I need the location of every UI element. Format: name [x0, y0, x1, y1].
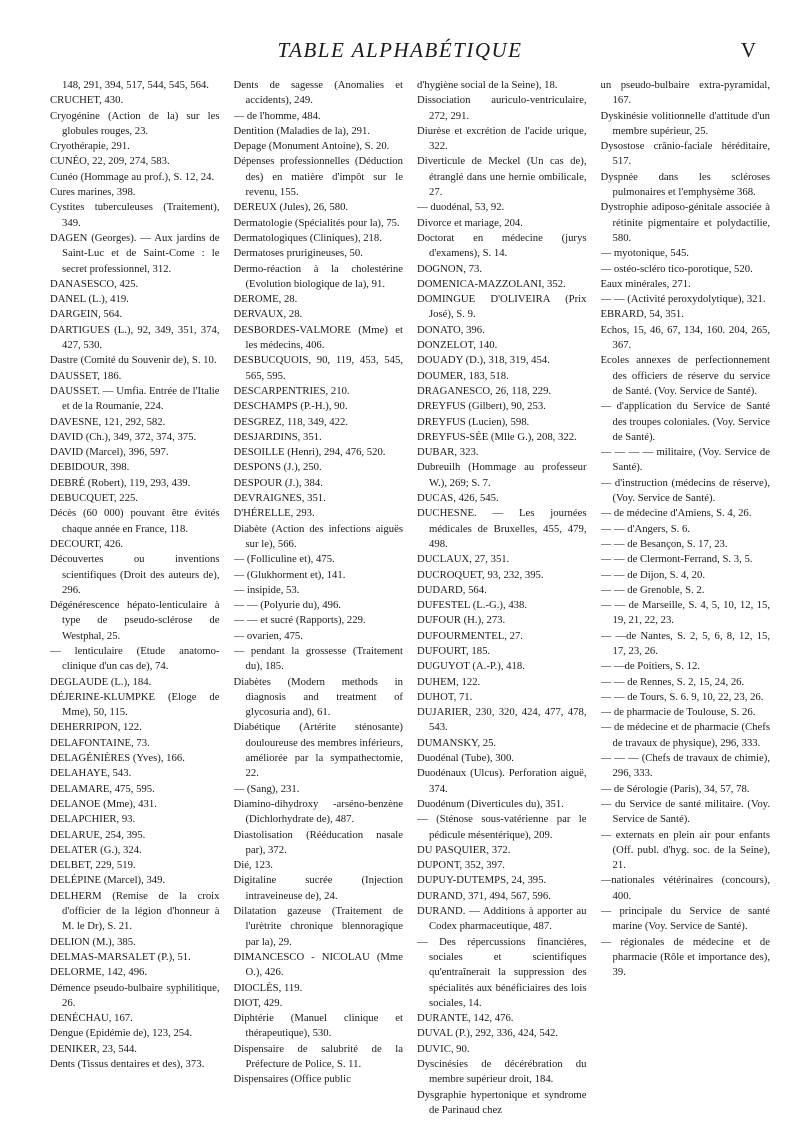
index-entry: DIMANCESCO - NICOLAU (Mme O.), 426. — [233, 950, 403, 979]
index-entry: DELAPCHIER, 93. — [50, 813, 136, 826]
index-entry: DUHEM, 122. — [417, 675, 481, 688]
index-entry: Dermatologie (Spécialités pour la), 75. — [233, 216, 400, 229]
index-entry: DELAGÉNIÈRES (Yves), 166. — [50, 752, 185, 765]
index-entry: DUCLAUX, 27, 351. — [417, 553, 510, 566]
index-entry: — principale du Service de santé marine (Voy. Service de Santé). — [600, 905, 770, 933]
index-entry: Diamino-dihydroxy -arséno-benzène (Dichlorhydrate de), 487. — [233, 797, 403, 826]
index-entry: — — (Polyurie du), 496. — [233, 599, 341, 612]
index-entry: DUCHESNE. — Les journées médicales de Bruxelles, 455, 479, 498. — [417, 507, 587, 550]
index-entry: DUPUY-DUTEMPS, 24, 395. — [417, 874, 547, 887]
index-entry: CUNÉO, 22, 209, 274, 583. — [50, 155, 170, 168]
index-entry: DESBUCQUOIS, 90, 119, 453, 545, 565, 595. — [233, 354, 403, 382]
index-entry: Diabètes (Modern methods in diagnosis and treatment of glycosuria and), 61. — [233, 675, 403, 719]
index-entry: Dissociation auriculo-ventriculaire, 272, 291. — [417, 94, 587, 122]
index-entry: — de pharmacie de Toulouse, S. 26. — [600, 706, 756, 719]
index-entry: Dépenses professionnelles (Déduction des) en matière d'impôt sur le revenu, 155. — [233, 155, 403, 199]
index-entry: — ostéo-scléro tico-porotique, 520. — [600, 262, 753, 275]
index-entry: DUFESTEL (L.-G.), 438. — [417, 599, 528, 612]
index-entry: DREYFUS (Gilbert), 90, 253. — [417, 400, 546, 413]
index-entry: — — et sucré (Rapports), 229. — [233, 614, 366, 627]
index-entry: DURANTE, 142, 476. — [417, 1012, 514, 1025]
index-entry: — insipide, 53. — [233, 583, 300, 596]
index-entry: — de médecine d'Amiens, S. 4, 26. — [600, 507, 752, 520]
index-entry: DAGEN (Georges). — Aux jardins de Saint-Luc et de Saint-Come : le secret professionnel, 312. — [50, 231, 220, 275]
index-entry: DEROME, 28. — [233, 293, 298, 306]
index-entry: — — de Besançon, S. 17, 23. — [600, 537, 728, 550]
index-entry: Dermatoses prurigineuses, 50. — [233, 247, 363, 260]
index-entry: — (Folliculine et), 475. — [233, 553, 335, 566]
index-entry: Dispensaires (Office public — [233, 1073, 351, 1086]
index-entry: DESPONS (J.), 250. — [233, 461, 322, 474]
index-column-3 — [417, 78, 587, 1138]
index-entry: Diabétique (Artérite sténosante) douloureuse des membres inférieurs, améliorée par la sympathectomie, 22. — [233, 721, 403, 780]
index-entry: DELBET, 229, 519. — [50, 859, 136, 872]
index-entry: Duodénum (Diverticules du), 351. — [417, 797, 564, 810]
index-entry: Dysostose crânio-faciale héréditaire, 517. — [600, 140, 770, 168]
index-entry: DOMENICA-MAZZOLANI, 352. — [417, 277, 566, 290]
index-entry: DUVIC, 90. — [417, 1042, 470, 1055]
index-entry: Diabète (Action des infections aiguës sur le), 566. — [233, 522, 403, 550]
index-entry: DUFOURT, 185. — [417, 644, 491, 657]
index-column-2 — [234, 78, 404, 1138]
index-entry: DESCARPENTRIES, 210. — [233, 384, 350, 397]
index-entry: DU PASQUIER, 372. — [417, 843, 511, 856]
index-entry: — — de Dijon, S. 4, 20. — [600, 568, 706, 581]
page-title: TABLE ALPHABÉTIQUE — [277, 38, 523, 62]
index-entry: DUCAS, 426, 545. — [417, 492, 499, 505]
index-entry: DEVRAIGNES, 351. — [233, 492, 326, 505]
index-entry: DAVID (Marcel), 396, 597. — [50, 446, 169, 459]
index-entry: DELHERM (Remise de la croix d'officier de la légion d'honneur à M. le Dr), S. 21. — [50, 889, 220, 933]
index-column-4 — [601, 78, 771, 1138]
index-entry: Démence pseudo-bulbaire syphilitique, 26. — [50, 981, 220, 1009]
index-entry: Duodénal (Tube), 300. — [417, 752, 514, 765]
index-columns — [50, 78, 770, 1138]
index-entry: Dyscinésies de décérébration du membre supérieur droit, 184. — [417, 1058, 587, 1086]
index-entry: Duodénaux (Ulcus). Perforation aiguë, 374. — [417, 767, 587, 795]
index-entry: DUJARIER, 230, 320, 424, 477, 478, 543. — [417, 706, 587, 734]
index-entry: — (Sang), 231. — [233, 782, 300, 795]
index-entry: Dubreuilh (Hommage au professeur W.), 269; S. 7. — [417, 461, 587, 489]
index-entry: — Des répercussions financières, sociales et scientifiques qu'entraînerait la suppression des spécialités aux bénéficiaires des lois sociales, 14. — [417, 935, 587, 1009]
index-entry: Dyspnée dans les scléroses pulmonaires et l'emphysème 368. — [600, 170, 770, 199]
index-entry: DESOILLE (Henri), 294, 476, 520. — [233, 446, 386, 459]
index-entry: Découvertes ou inventions scientifiques (Droit des auteurs de), 296. — [50, 553, 220, 596]
index-entry: —nationales vétérinaires (concours), 400. — [600, 874, 770, 902]
index-entry: DELATER (G.), 324. — [50, 843, 142, 856]
index-entry: DELAHAYE, 543. — [50, 767, 132, 780]
index-entry: Dyskinésie volitionnelle d'attitude d'un membre supérieur, 25. — [600, 109, 770, 137]
index-entry: DELION (M.), 385. — [50, 935, 136, 948]
index-entry: DELANOE (Mme), 431. — [50, 797, 157, 810]
index-entry: DUHOT, 71. — [417, 690, 473, 703]
index-entry: DEGLAUDE (L.), 184. — [50, 675, 152, 688]
index-entry: DENIKER, 23, 544. — [50, 1042, 137, 1055]
index-entry: DENÉCHAU, 167. — [50, 1012, 133, 1025]
index-entry: DREYFUS-SÉE (Mlle G.), 208, 322. — [417, 430, 577, 443]
index-entry: DELMAS-MARSALET (P.), 51. — [50, 950, 191, 963]
index-entry: Dermatologiques (Cliniques), 218. — [233, 231, 382, 244]
index-entry: DRAGANESCO, 26, 118, 229. — [417, 384, 552, 397]
index-entry: — — — (Chefs de travaux de chimie), 296, 333. — [600, 752, 770, 780]
index-entry: DESCHAMPS (P.-H.), 90. — [233, 400, 348, 413]
index-entry: DESBORDES-VALMORE (Mme) et les médecins, 406. — [233, 323, 403, 352]
index-entry: — du Service de santé militaire. (Voy. Service de Santé). — [600, 797, 770, 826]
index-entry: DOUMER, 183, 518. — [417, 369, 509, 382]
index-entry: DEREUX (Jules), 26, 580. — [233, 201, 349, 214]
index-entry: Echos, 15, 46, 67, 134, 160. 204, 265, 367. — [600, 323, 770, 352]
index-entry: DONZELOT, 140. — [417, 339, 498, 352]
index-entry: DELAFONTAINE, 73. — [50, 736, 150, 749]
index-entry: DURAND. — Additions à apporter au Codex pharmaceutique, 487. — [417, 905, 587, 933]
index-entry: — de l'homme, 484. — [233, 109, 321, 122]
index-entry: — externats en plein air pour enfants (Off. publ. d'hyg. soc. de la Seine), 21. — [600, 828, 770, 872]
index-entry: — (Glukhorment et), 141. — [233, 568, 346, 581]
index-entry: d'hygiène social de la Seine), 18. — [417, 79, 558, 91]
index-entry: Cystites tuberculeuses (Traitement), 349. — [50, 201, 220, 229]
index-entry: DÉJERINE-KLUMPKE (Eloge de Mme), 50, 115. — [50, 690, 220, 719]
index-entry: Dastre (Comité du Souvenir de), S. 10. — [50, 354, 217, 367]
index-entry: — —de Nantes, S. 2, 5, 6, 8, 12, 15, 17, 23, 26. — [600, 629, 770, 657]
index-entry: DELAMARE, 475, 595. — [50, 782, 155, 795]
index-entry: DUCROQUET, 93, 232, 395. — [417, 568, 544, 581]
index-entry: — — de Marseille, S. 4, 5, 10, 12, 15, 19, 21, 22, 23. — [600, 599, 770, 627]
index-entry: DANEL (L.), 419. — [50, 293, 129, 306]
index-entry: DOUADY (D.), 318, 319, 454. — [417, 354, 550, 367]
index-entry: CRUCHET, 430. — [50, 94, 124, 107]
index-entry: — lenticulaire (Etude anatomo-clinique d'un cas de), 74. — [50, 644, 220, 673]
index-entry: DAUSSET, 186. — [50, 369, 122, 382]
index-entry: DOMINGUE D'OLIVEIRA (Prix José), S. 9. — [417, 293, 587, 321]
index-entry: Doctorat en médecine (jurys d'examens), S. 14. — [417, 231, 587, 260]
index-entry: Divorce et mariage, 204. — [417, 216, 523, 229]
index-entry: DUDARD, 564. — [417, 583, 487, 596]
index-entry: Dystrophie adiposo-génitale associée à rétinite pigmentaire et polydactilie, 580. — [600, 201, 770, 244]
index-entry: Cryogénine (Action de la) sur les globules rouges, 23. — [50, 109, 220, 137]
index-entry: DIOCLÈS, 119. — [233, 981, 303, 994]
index-entry: DUMANSKY, 25. — [417, 736, 497, 749]
index-entry: — (Sténose sous-vatérienne par le pédicule mésentérique), 209. — [417, 813, 587, 841]
index-entry: DIOT, 429. — [233, 996, 283, 1009]
index-entry: — duodénal, 53, 92. — [417, 201, 505, 214]
index-entry: DARTIGUES (L.), 92, 349, 351, 374, 427, 530. — [50, 323, 220, 352]
index-entry: DECOURT, 426. — [50, 537, 124, 550]
index-entry: DUVAL (P.), 292, 336, 424, 542. — [417, 1027, 559, 1040]
page-number: V — [740, 38, 756, 62]
index-entry: DAVESNE, 121, 292, 582. — [50, 415, 166, 428]
index-entry: Diastolisation (Rééducation nasale par), 372. — [233, 828, 403, 856]
index-entry: — myotonique, 545. — [600, 247, 689, 260]
page-header — [0, 38, 800, 68]
index-entry: DURAND, 371, 494, 567, 596. — [417, 889, 551, 902]
index-entry: — — (Activité peroxydolytique), 321. — [600, 293, 766, 306]
index-column-1 — [50, 78, 220, 1138]
index-entry: Ecoles annexes de perfectionnement des officiers de réserve du service de Santé. (Voy. Service de Santé). — [600, 354, 770, 397]
index-entry: Cures marines, 398. — [50, 186, 136, 199]
index-entry: DUFOUR (H.), 273. — [417, 614, 506, 627]
index-entry: — — d'Angers, S. 6. — [600, 522, 691, 535]
index-entry: DESJARDINS, 351. — [233, 430, 322, 443]
index-entry: Cryothérapie, 291. — [50, 140, 130, 153]
index-entry: DONATO, 396. — [417, 323, 485, 336]
index-entry: — —de Poitiers, S. 12. — [600, 660, 700, 673]
index-entry: Décès (60 000) pouvant être évités chaque année en France, 118. — [50, 507, 220, 535]
index-entry: — de Sérologie (Paris), 34, 57, 78. — [600, 782, 750, 795]
index-entry: Dengue (Epidémie de), 123, 254. — [50, 1027, 193, 1040]
index-entry: EBRARD, 54, 351. — [600, 308, 684, 321]
index-entry: DANASESCO, 425. — [50, 277, 139, 290]
index-entry: Diverticule de Meckel (Un cas de), étranglé dans une hernie ombilicale, 27. — [417, 155, 587, 199]
index-entry: — — — — militaire, (Voy. Service de Santé). — [600, 446, 770, 474]
index-entry: Digitaline sucrée (Injection intraveineuse de), 24. — [233, 874, 403, 902]
index-entry: — — de Grenoble, S. 2. — [600, 583, 705, 596]
index-entry: DUPONT, 352, 397. — [417, 859, 505, 872]
index-entry: Dents (Tissus dentaires et des), 373. — [50, 1058, 205, 1070]
index-entry: DEBUCQUET, 225. — [50, 492, 138, 505]
index-entry: DAVID (Ch.), 349, 372, 374, 375. — [50, 430, 197, 443]
index-entry: Dermo-réaction à la cholestérine (Evolution biologique de la), 91. — [233, 262, 403, 290]
index-entry: Dilatation gazeuse (Traitement de l'urètrite chronique blennoragique par la), 29. — [233, 905, 403, 948]
index-entry: — pendant la grossesse (Traitement du), 185. — [233, 644, 403, 673]
index-entry: DERVAUX, 28. — [233, 308, 303, 321]
index-entry: D'HÉRELLE, 293. — [233, 507, 315, 520]
index-entry: DAUSSET. — Umfia. Entrée de l'Italie et de la Roumanie, 224. — [50, 384, 220, 413]
index-entry: — d'application du Service de Santé des troupes coloniales. (Voy. Service de Santé). — [600, 400, 770, 443]
index-entry: Eaux minérales, 271. — [600, 277, 691, 290]
index-entry: Dispensaire de salubrité de la Préfecture de Police, S. 11. — [233, 1042, 403, 1070]
index-entry: Dents de sagesse (Anomalies et accidents), 249. — [233, 79, 403, 107]
index-entry: Dégénérescence hépato-lenticulaire à type de pseudo-sclérose de Westphal, 25. — [50, 599, 220, 642]
index-entry: DEBRÉ (Robert), 119, 293, 439. — [50, 476, 191, 489]
index-entry: — de médecine et de pharmacie (Chefs de travaux de physique), 296, 333. — [600, 721, 770, 749]
index-entry: DREYFUS (Lucien), 598. — [417, 415, 530, 428]
index-entry: Diurèse et excrétion de l'acide urique, 322. — [417, 124, 587, 153]
index-entry: DESGREZ, 118, 349, 422. — [233, 415, 348, 428]
index-entry: Diphtérie (Manuel clinique et thérapeutique), 530. — [233, 1012, 403, 1040]
index-entry: DEHERRIPON, 122. — [50, 721, 142, 734]
index-entry: — d'instruction (médecins de réserve), (Voy. Service de Santé). — [600, 476, 770, 505]
index-entry: DARGEIN, 564. — [50, 308, 123, 321]
index-entry: — — de Rennes, S. 2, 15, 24, 26. — [600, 675, 745, 688]
index-entry: un pseudo-bulbaire extra-pyramidal, 167. — [600, 79, 770, 107]
index-entry: Dentition (Maladies de la), 291. — [233, 124, 371, 137]
index-entry: DEBIDOUR, 398. — [50, 461, 130, 474]
index-entry: DELORME, 142, 496. — [50, 966, 148, 979]
index-entry: Dysgraphie hypertonique et syndrome de Parinaud chez — [417, 1088, 587, 1116]
index-entry: DESPOUR (J.), 384. — [233, 476, 323, 489]
index-entry: DUGUYOT (A.-P.), 418. — [417, 660, 525, 673]
index-entry: DELÉPINE (Marcel), 349. — [50, 874, 166, 887]
index-entry: Dié, 123. — [233, 859, 273, 872]
index-entry: — ovarien, 475. — [233, 629, 303, 642]
index-entry: DOGNON, 73. — [417, 262, 483, 275]
index-entry: DUFOURMENTEL, 27. — [417, 629, 523, 642]
index-entry: — — de Clermont-Ferrand, S. 3, 5. — [600, 553, 753, 566]
index-entry: 148, 291, 394, 517, 544, 545, 564. — [62, 79, 209, 91]
index-entry: DUBAR, 323. — [417, 446, 479, 459]
index-entry: — régionales de médecine et de pharmacie (Rôle et importance des), 39. — [600, 935, 770, 979]
index-entry: — — de Tours, S. 6. 9, 10, 22, 23, 26. — [600, 690, 764, 703]
index-entry: Cunéo (Hommage au prof.), S. 12, 24. — [50, 170, 215, 183]
index-entry: Depage (Monument Antoine), S. 20. — [233, 140, 390, 153]
index-entry: DELARUE, 254, 395. — [50, 828, 146, 841]
